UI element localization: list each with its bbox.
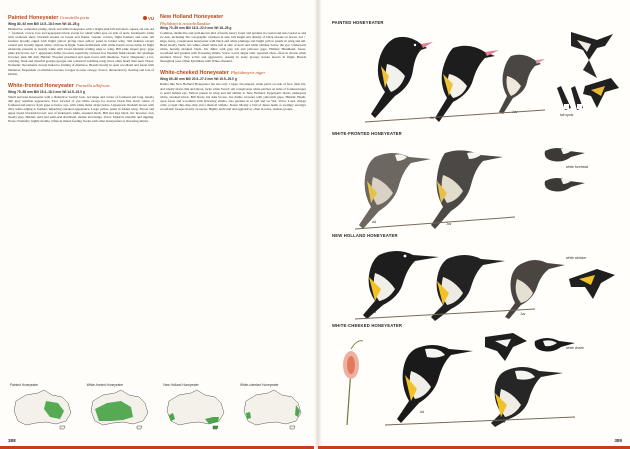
plate-label: WHITE-CHEEKED HONEYEATER <box>332 323 403 328</box>
plate-caption: Ad <box>372 220 377 224</box>
status-dot-icon <box>143 16 147 20</box>
plate-caption: Ad <box>420 410 425 414</box>
plate-label: NEW HOLLAND HONEYEATER <box>332 233 398 238</box>
plate-caption: Ad ♀ <box>430 116 438 120</box>
distribution-map <box>85 383 155 431</box>
book-gutter <box>314 0 322 449</box>
species-name: Painted Honeyeater <box>8 15 59 21</box>
species-measurements: Wing 80–92 mm Bill 14.5–18.0 mm Wt 18–28 g <box>8 22 80 26</box>
plate-caption: Juv <box>500 420 506 424</box>
page-number: 389 <box>614 438 622 443</box>
species-scientific-name: Grantiella picta <box>59 15 90 20</box>
species-name: White-cheeked Honeyeater <box>160 70 229 77</box>
species-scientific-name: Phylidonyris novaehollandiae <box>160 21 211 26</box>
distribution-map <box>238 383 308 431</box>
species-name: White-fronted Honeyeater <box>8 82 74 89</box>
species-heading <box>160 69 306 77</box>
species-heading <box>8 14 154 22</box>
species-description: Small and lean honeyeater with a distinctive 'toothy' look. Ad shape and colour of forehead and long, mostly dull grey reptilian appearance. Face forward of eye white except for narrow black line down centre of forehead and narrow from gape to below eye, with white malar stripe below. Upperparts blackish brown with dirty white edging to feathers imparting streaked appearance. Large yellow panel in folded wing. Throat and upper breast blackish brown; rest of underparts white, streaked black. Bill and legs black. Juv browner, face mostly grey. Habitat: Arid and semi-arid shrubland, mallee and mulga. Voice: Musical, metallic and rippling. Notes: Nomadic; highly mobile. Often in mixed feeding flocks with other honeyeaters at flowering shrubs. <box>8 94 154 123</box>
australia-map-icon <box>238 387 308 431</box>
distribution-map <box>161 383 231 431</box>
plate-caption: Ad <box>372 310 377 314</box>
text-column-left <box>8 14 154 126</box>
species-name: New Holland Honeyeater <box>160 14 224 20</box>
distribution-maps <box>8 383 308 431</box>
plate-label: PAINTED HONEYEATER <box>332 20 384 25</box>
white-cheeked-honeyeater-illustration <box>335 329 620 427</box>
plate-caption: Juv <box>520 312 526 316</box>
plate-label: WHITE-FRONTED HONEYEATER <box>332 131 402 136</box>
species-measurements: Wing 69–80 mm Bill 20.5–27.0 mm Wt 15.5–25.0 g <box>160 77 237 82</box>
distribution-map <box>8 383 78 431</box>
new-holland-honeyeater-illustration <box>335 239 620 321</box>
plate-caption: Ad ♂ <box>372 110 380 114</box>
species-heading <box>8 82 154 90</box>
plate-caption: white cheek <box>566 346 584 350</box>
species-description: Distinctive, somewhat plump, black and white honeyeater with a bright pink bill and short, square-cut tail. Ad ♂ forehead, crown, face and upperparts black except for small white spot on side of neck. Underparts white with scattered short, blackish streaks on breast and flanks. Greater coverts, flight feathers and outer tail feathers broadly edged with bright yellow giving clear yellow panel in folded wing. Tail feathers except central pair broadly tipped white; obvious in flight. Some individuals with white bound across rump. In flight underside presents as mostly white with broad blackish trailing edge to wing. Bill pink, tipped grey; gape pink; iris brown. Ad ♀ upperparts duller, browner, especially on head, few blackish flank streaks. Juv plumage browner, pink bill dull. Habitat: Wooded grassland and open forest with mistletoe. Voice: Diagnostic, a far-carrying, brisk and cheerful georgie georgie and a musical warbling song; more often heard than seen. Notes: Nomadic; movements closely linked to fruiting of mistletoe. Breeds mostly in open woodland and forest with mistletoe; Dependent on mistletoe berries, forages in outer canopy. Scarce, threatened by clearing and loss of habitat. <box>8 27 154 76</box>
map-title: White-cheeked Honeyeater <box>239 383 279 387</box>
map-title: Painted Honeyeater <box>10 383 39 387</box>
species-scientific-name: Phylidonyris niger <box>230 70 266 76</box>
plate-caption: white forehead <box>566 165 589 169</box>
species-description: Common, distinctive and well-known bird of heath, heavy forest and gardens in coastal and sub-coastal se and sw Aus, including Tas. Geographic variation in size, bill length and density of black streaks on breast. Ad ♂ large, fussy, conspicuous honeyeater with black and white plumage and bright yellow panels in wing and tail. Head mostly black; iris white; small white tuft at side of neck and white whisker below the eye. Underparts white, heavily streaked black. Juv duller with grey iris and yellower gape. Habitat: Heathland, forest, woodland and gardens with flowering shrubs. Voice: Loud, single whit, repeated chew, often in chorus when alarmed. Notes: Very active and aggressive; usually in noisy groups; hawks insects in flight. Breeds throughout year. Often hybridises with White-cheeked. <box>160 31 306 64</box>
species-heading <box>160 14 306 21</box>
australia-map-icon <box>161 387 231 431</box>
australia-map-icon <box>85 387 155 431</box>
plate-caption: Juv <box>446 222 452 226</box>
map-title: White-fronted Honeyeater <box>86 383 124 387</box>
species-measurements: Wing 79–88 mm Bill 15.4–18.2 mm Wt 14.5–23.0 g <box>8 89 85 94</box>
species-scientific-name: Purnella albifrons <box>75 82 110 88</box>
species-description: Rather like New Holland Honeyeater but has only 1 large, fan-shaped, white patch on side of face, dark iris, and wholly black chin and throat, lacks white 'beard'. All conspicuous white patches on sides of forehead taper to point behind eye. Yellow panels in wing and tail similar to New Holland. Upperparts black; underparts white, streaked black. Bill black; iris dark brown. Juv duller, browner with yellowish gape. Habitat: Heath, open forest and woodland with flowering shrubs, also gardens in se Qld and sw WA. Voice: Loud, chippy calls: a rapid chip-chip-chip and a musical whistle. Notes: Mostly a bird of dense heath or swampy eucalypt woodland; forages mostly on nectar. Highly territorial and aggressive; often in noisy, restless groups. <box>160 82 306 111</box>
text-column-right <box>160 14 306 114</box>
plate-caption: tail spots <box>560 113 574 117</box>
map-title: New Holland Honeyeater <box>163 383 199 387</box>
species-measurements: Wing 70–85 mm Bill 16.5–22.0 mm Wt 18–28 g <box>160 26 232 30</box>
australia-map-icon <box>8 387 78 431</box>
status-badge <box>143 15 154 22</box>
plate-caption: Juv <box>512 110 518 114</box>
page-number: 388 <box>8 438 16 443</box>
white-fronted-honeyeater-illustration <box>335 137 620 232</box>
plate-caption: white whisker <box>566 256 587 260</box>
status-label: VU <box>148 15 154 21</box>
